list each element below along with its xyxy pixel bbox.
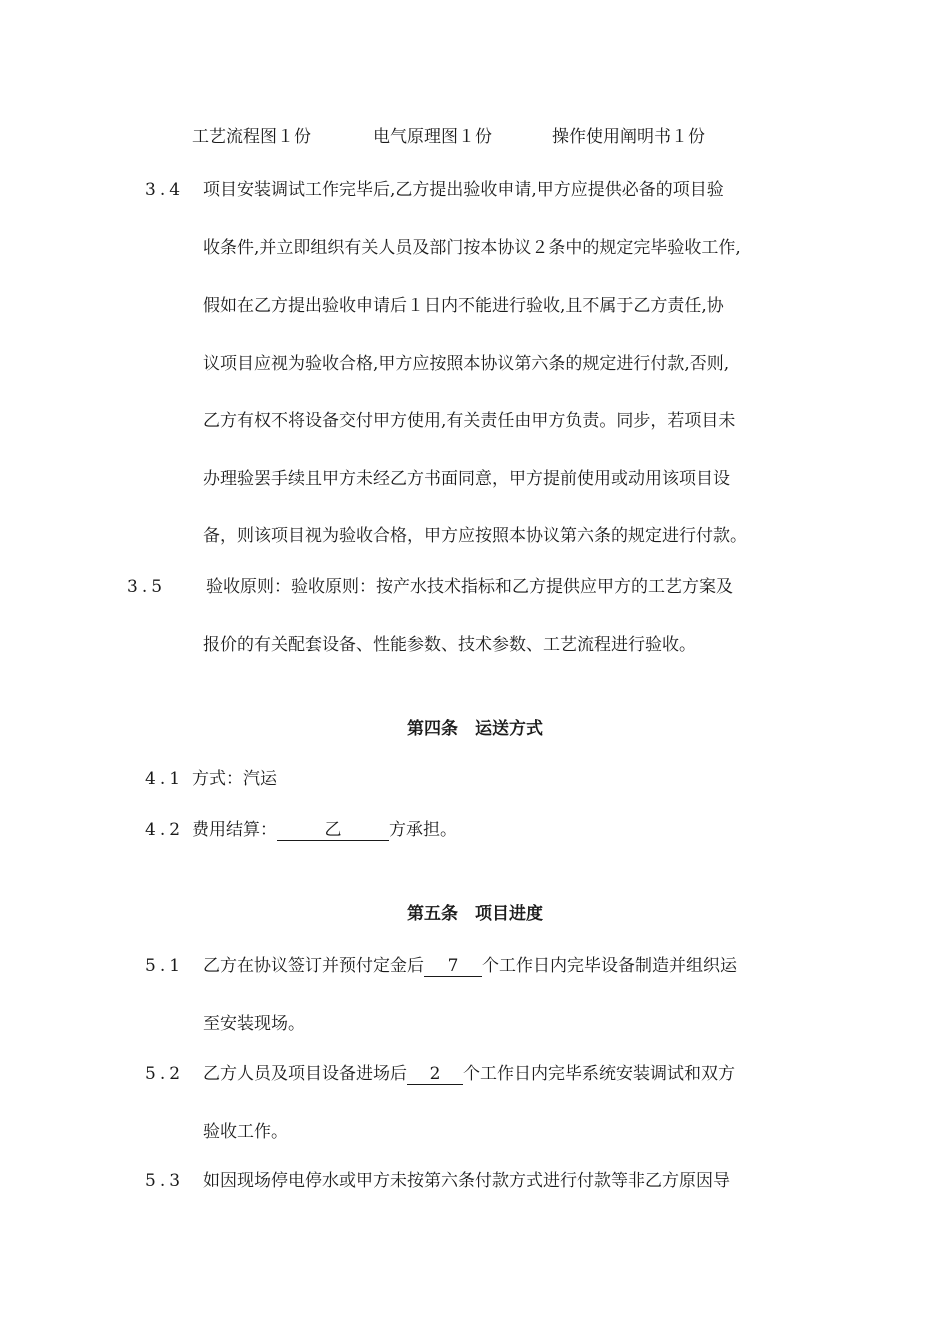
- clause-5-1-line-2: 至安装现场。: [203, 1014, 305, 1034]
- clause-5-1-prefix: 乙方在协议签订并预付定金后: [203, 956, 424, 976]
- clause-3-4-line-7: 备，则该项目视为验收合格，甲方应按照本协议第六条的规定进行付款。: [203, 526, 747, 546]
- doc-list-item-process-flow: 工艺流程图１份: [192, 127, 311, 147]
- fill-in-blank-manufacturing-days: 7: [424, 956, 482, 977]
- clause-5-2-prefix: 乙方人员及项目设备进场后: [203, 1064, 407, 1084]
- clause-number-5-2: 5.2: [145, 1064, 185, 1084]
- clause-5-1-suffix: 个工作日内完毕设备制造并组织运: [482, 956, 737, 976]
- doc-list-item-manual: 操作使用阐明书１份: [552, 127, 705, 147]
- clause-number-5-3: 5.3: [145, 1171, 185, 1191]
- clause-number-4-2: 4.2: [145, 820, 185, 840]
- clause-4-2-prefix: 费用结算：: [192, 820, 277, 840]
- clause-4-1-text: 方式：汽运: [192, 769, 277, 789]
- article-4-heading: 第四条 运送方式: [407, 719, 543, 739]
- clause-number-3-4: 3.4: [145, 180, 185, 200]
- clause-4-2-suffix: 方承担。: [389, 820, 457, 840]
- fill-in-blank-cost-bearer: 乙: [277, 820, 389, 841]
- clause-5-3-line-1: 如因现场停电停水或甲方未按第六条付款方式进行付款等非乙方原因导: [203, 1171, 730, 1191]
- fill-in-blank-installation-days: 2: [407, 1064, 463, 1085]
- clause-number-5-1: 5.1: [145, 956, 185, 976]
- clause-3-4-line-1: 项目安装调试工作完毕后,乙方提出验收申请,甲方应提供必备的项目验: [203, 180, 724, 200]
- clause-number-4-1: 4.1: [145, 769, 185, 789]
- clause-3-5-line-2: 报价的有关配套设备、性能参数、技术参数、工艺流程进行验收。: [203, 635, 696, 655]
- doc-list-item-electrical-diagram: 电气原理图１份: [373, 127, 492, 147]
- clause-3-4-line-4: 议项目应视为验收合格,甲方应按照本协议第六条的规定进行付款,否则,: [203, 354, 730, 374]
- clause-3-4-line-5: 乙方有权不将设备交付甲方使用,有关责任由甲方负责。同步，若项目未: [203, 411, 736, 431]
- clause-number-3-5: 3.5: [127, 577, 167, 597]
- clause-5-2-line-1: [203, 1063, 735, 1085]
- clause-5-2-suffix: 个工作日内完毕系统安装调试和双方: [463, 1064, 735, 1084]
- clause-3-4-line-6: 办理验罢手续且甲方未经乙方书面同意，甲方提前使用或动用该项目设: [203, 469, 730, 489]
- clause-3-5-line-1: 验收原则：验收原则：按产水技术指标和乙方提供应甲方的工艺方案及: [206, 577, 733, 597]
- clause-5-2-line-2: 验收工作。: [203, 1122, 288, 1142]
- clause-3-4-line-3: 假如在乙方提出验收申请后１日内不能进行验收,且不属于乙方责任,协: [203, 296, 724, 316]
- clause-4-2-text: [192, 819, 457, 841]
- clause-3-4-line-2: 收条件,并立即组织有关人员及部门按本协议２条中的规定完毕验收工作,: [203, 238, 741, 258]
- article-5-heading: 第五条 项目进度: [407, 904, 543, 924]
- clause-5-1-line-1: [203, 955, 737, 977]
